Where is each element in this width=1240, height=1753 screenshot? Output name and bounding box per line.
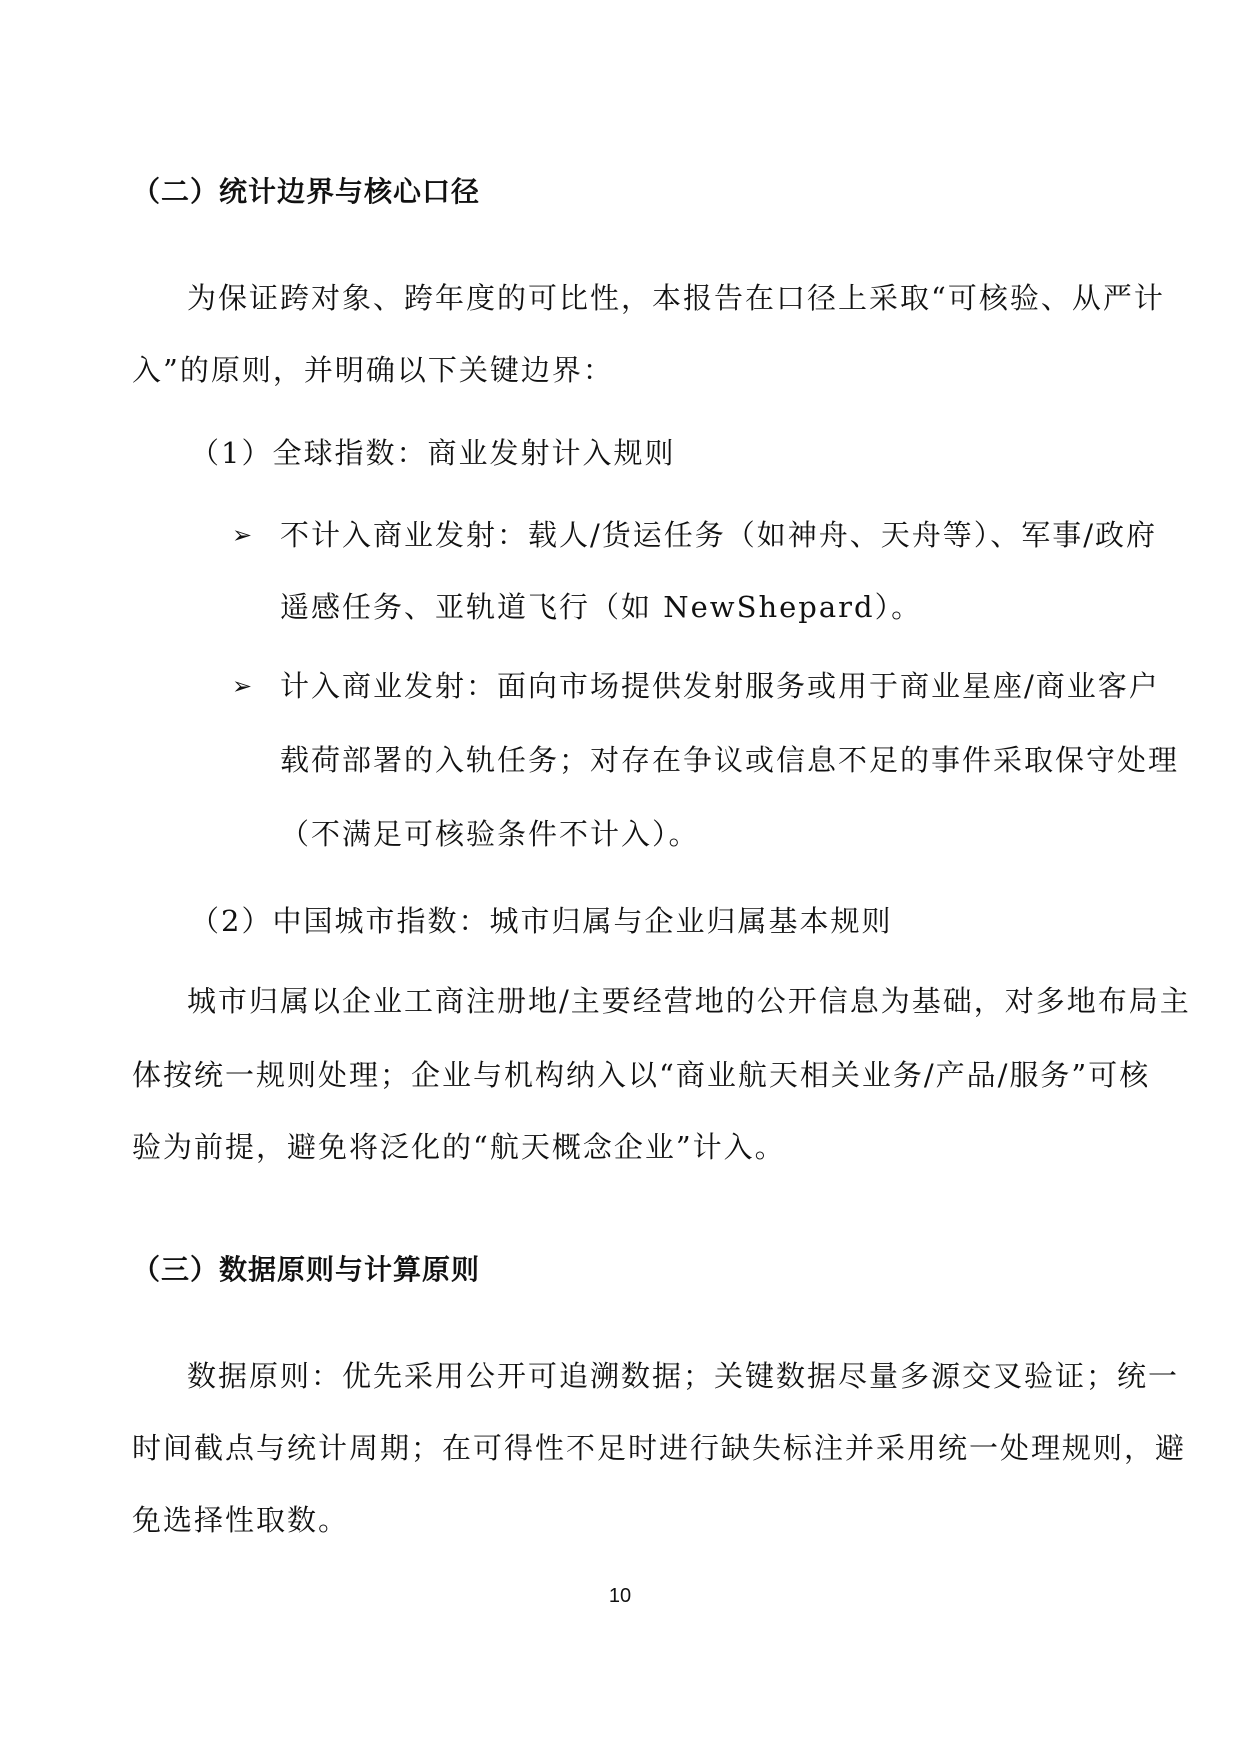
- principles-paragraph-line-3: 免选择性取数。: [132, 1503, 350, 1537]
- principles-paragraph-line-2: 时间截点与统计周期；在可得性不足时进行缺失标注并采用统一处理规则，避: [132, 1431, 1187, 1465]
- arrow-bullet-icon: ➢: [232, 521, 253, 549]
- section-heading-boundaries: （二）统计边界与核心口径: [132, 175, 481, 208]
- bullet-1-line-1: 不计入商业发射：载人/货运任务（如神舟、天舟等）、军事/政府: [280, 518, 1158, 552]
- bullet-2-line-2: 载荷部署的入轨任务；对存在争议或信息不足的事件采取保守处理: [280, 743, 1180, 777]
- item-2-paragraph-line-3: 验为前提，避免将泛化的“航天概念企业”计入。: [132, 1130, 786, 1164]
- item-2-paragraph-line-1: 城市归属以企业工商注册地/主要经营地的公开信息为基础，对多地布局主: [187, 984, 1191, 1018]
- intro-paragraph-line-2: 入”的原则，并明确以下关键边界：: [132, 353, 614, 387]
- arrow-bullet-icon: ➢: [232, 672, 253, 700]
- bullet-2-line-1: 计入商业发射：面向市场提供发射服务或用于商业星座/商业客户: [280, 669, 1160, 703]
- bullet-1-line-2: 遥感任务、亚轨道飞行（如 NewShepard）。: [280, 590, 923, 624]
- section-heading-principles: （三）数据原则与计算原则: [132, 1253, 481, 1286]
- item-2-title: （2）中国城市指数：城市归属与企业归属基本规则: [190, 904, 893, 938]
- page-number: 10: [608, 1585, 632, 1607]
- intro-paragraph-line-1: 为保证跨对象、跨年度的可比性，本报告在口径上采取“可核验、从严计: [187, 281, 1165, 315]
- item-1-title: （1）全球指数：商业发射计入规则: [190, 436, 676, 470]
- bullet-2-line-3: （不满足可核验条件不计入）。: [280, 817, 700, 851]
- principles-paragraph-line-1: 数据原则：优先采用公开可追溯数据；关键数据尽量多源交叉验证；统一: [187, 1359, 1180, 1393]
- item-2-paragraph-line-2: 体按统一规则处理；企业与机构纳入以“商业航天相关业务/产品/服务”可核: [132, 1058, 1151, 1092]
